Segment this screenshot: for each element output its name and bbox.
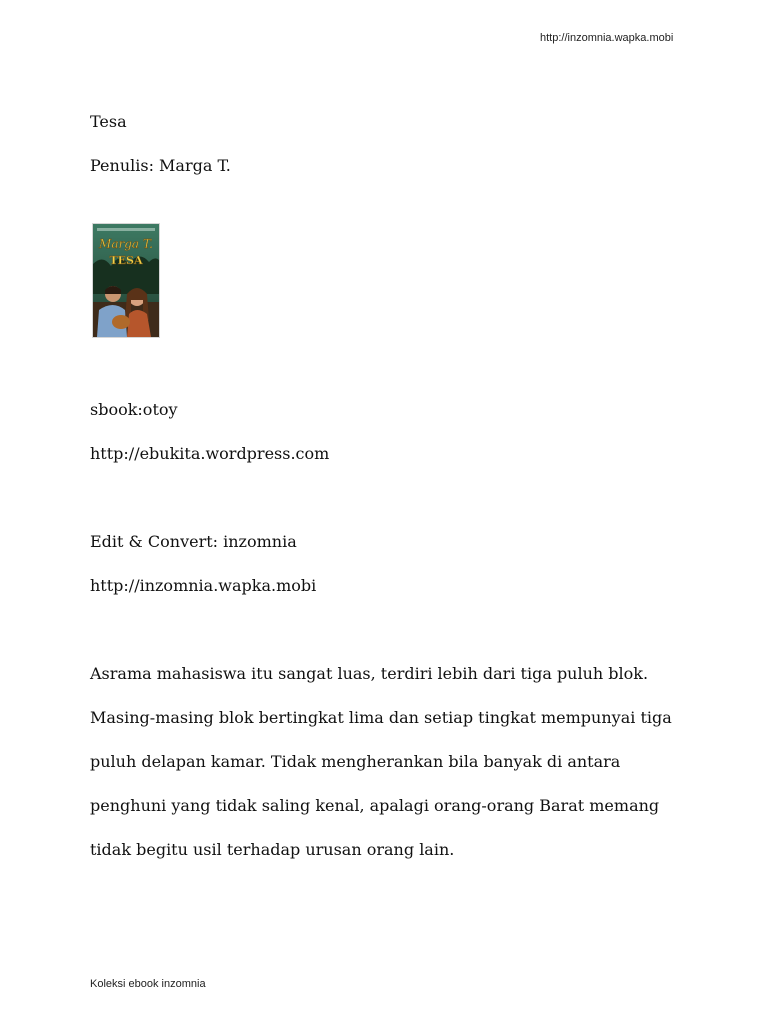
cover-author-text: Marga T.: [99, 237, 153, 251]
edit-url: http://inzomnia.wapka.mobi: [90, 576, 317, 595]
sbook-credit: sbook:otoy: [90, 400, 178, 419]
paragraph-line: tidak begitu usil terhadap urusan orang lain.: [90, 840, 455, 859]
cover-title-text: TESA: [109, 254, 143, 267]
book-cover-image: [92, 223, 160, 338]
book-title: Tesa: [90, 112, 127, 131]
header-url: http://inzomnia.wapka.mobi: [540, 32, 674, 44]
paragraph-line: Masing-masing blok bertingkat lima dan setiap tingkat mempunyai tiga: [90, 708, 672, 727]
paragraph-line: Asrama mahasiswa itu sangat luas, terdiri lebih dari tiga puluh blok.: [90, 664, 649, 683]
edit-credit: Edit & Convert: inzomnia: [90, 532, 297, 551]
paragraph-line: puluh delapan kamar. Tidak mengherankan bila banyak di antara: [90, 752, 621, 771]
author-line: Penulis: Marga T.: [90, 156, 231, 175]
sbook-url: http://ebukita.wordpress.com: [90, 444, 330, 463]
footer-text: Koleksi ebook inzomnia: [90, 978, 206, 990]
paragraph-line: penghuni yang tidak saling kenal, apalagi orang-orang Barat memang: [90, 796, 660, 815]
